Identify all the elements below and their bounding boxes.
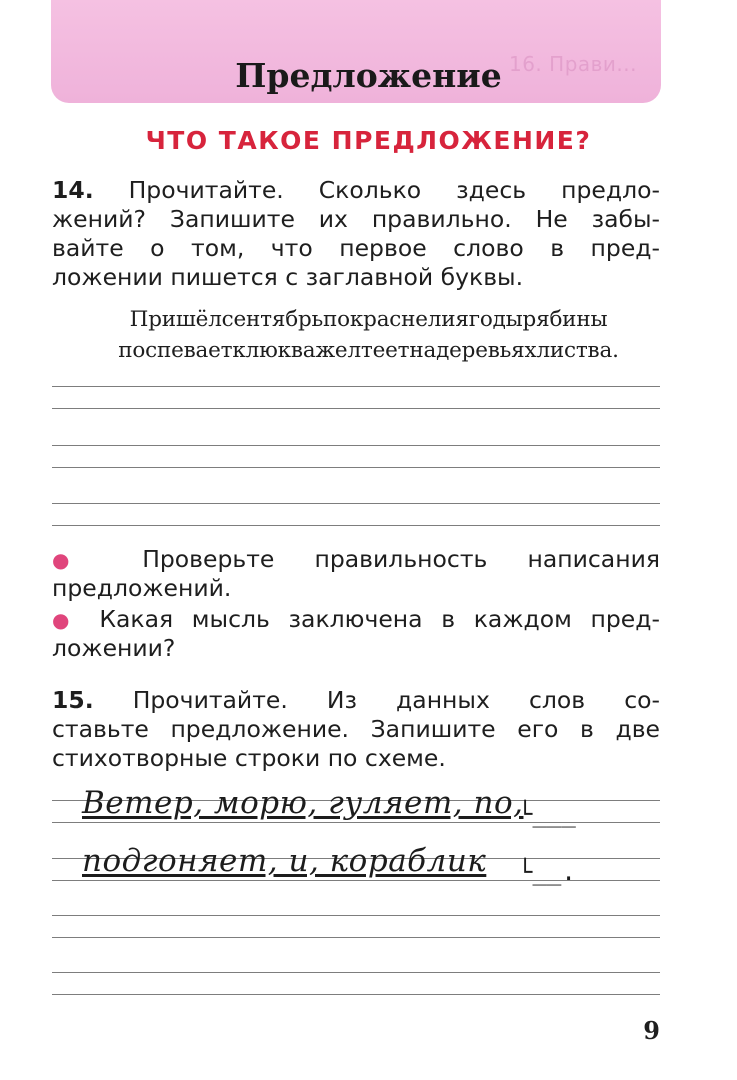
writing-line[interactable] bbox=[52, 503, 660, 504]
exercise-15-line: 15. Прочитайте. Из данных слов со- bbox=[52, 686, 660, 714]
source-text-line: Пришёлсентябрьпокраснелиягодырябины bbox=[129, 307, 608, 332]
question-line: ложении? bbox=[52, 634, 176, 662]
source-text-line: поспеваетклюкважелтеетнадеревьяхлиства. bbox=[118, 338, 619, 363]
handwritten-answer: Ветер, морю, гуляет, по, bbox=[82, 785, 524, 821]
exercise-14-line: вайте о том, что первое слово в пред- bbox=[52, 234, 660, 262]
section-heading: ЧТО ТАКОЕ ПРЕДЛОЖЕНИЕ? bbox=[145, 126, 592, 155]
writing-line[interactable] bbox=[52, 467, 660, 468]
writing-line[interactable] bbox=[52, 915, 660, 916]
writing-line[interactable] bbox=[52, 386, 660, 387]
exercise-14-line: жений? Запишите их правильно. Не забы- bbox=[52, 205, 660, 233]
writing-line[interactable] bbox=[52, 937, 660, 938]
writing-line[interactable] bbox=[52, 994, 660, 995]
writing-line[interactable] bbox=[52, 445, 660, 446]
exercise-14-line: 14. Прочитайте. Сколько здесь предло- bbox=[52, 176, 660, 204]
bullet-icon: ● bbox=[52, 608, 81, 632]
page-number: 9 bbox=[643, 1016, 660, 1045]
page-title: Предложение bbox=[235, 56, 502, 95]
writing-line[interactable] bbox=[52, 408, 660, 409]
exercise-14-line: ложении пишется с заглавной буквы. bbox=[52, 263, 524, 291]
exercise-15-line: ставьте предложение. Запишите его в две bbox=[52, 715, 660, 743]
line-scheme: └__. bbox=[518, 858, 576, 886]
writing-line[interactable] bbox=[52, 972, 660, 973]
line-scheme: └___ bbox=[518, 800, 576, 828]
bleed-through-text: 16. Прави... bbox=[508, 52, 637, 76]
bullet-icon: ● bbox=[52, 548, 103, 572]
writing-line[interactable] bbox=[52, 525, 660, 526]
exercise-15-line: стихотворные строки по схеме. bbox=[52, 744, 446, 772]
exercise-number: 15. bbox=[52, 686, 94, 714]
question-line: ● Какая мысль заключена в каждом пред- bbox=[52, 605, 660, 633]
question-line: ● Проверьте правильность написания bbox=[52, 545, 660, 573]
exercise-number: 14. bbox=[52, 176, 94, 204]
handwritten-answer: подгоняет, и, кораблик bbox=[82, 843, 487, 879]
question-line: предложений. bbox=[52, 574, 232, 602]
